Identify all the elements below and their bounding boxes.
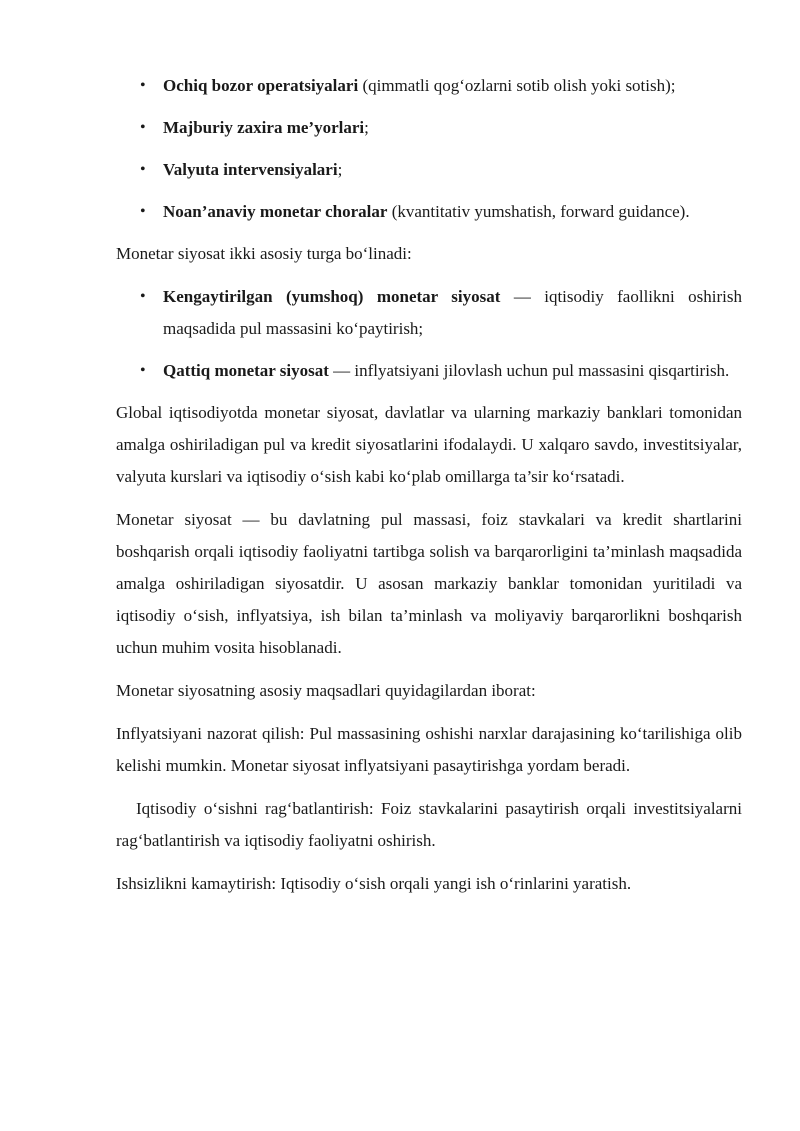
paragraph-types-intro: Monetar siyosat ikki asosiy turga bo‘linadi: <box>116 244 412 263</box>
list-item-text: (kvantitativ yumshatish, forward guidance). <box>387 202 690 221</box>
paragraph-definition: Monetar siyosat — bu davlatning pul massasi, foiz stavkalari va kredit shartlarini boshqarish orqali iqtisodiy faoliyatni tartibga solish va barqarorligini ta’minlash maqsadida amalga oshiriladigan siyosatdir. U asosan markaziy banklar tomonidan yuritiladi va iqtisodiy o‘sish, inflyatsiya, ish bilan ta’minlash va moliyaviy barqarorlikni boshqarish uchun muhim vosita hisoblanadi. <box>116 510 742 657</box>
list-item-text: ; <box>364 118 369 137</box>
list-item <box>116 196 742 228</box>
list-item-term: Noan’anaviy monetar choralar <box>163 202 388 221</box>
list-item <box>116 281 742 345</box>
list-item-text: (qimmatli qog‘ozlarni sotib olish yoki sotish); <box>358 76 676 95</box>
paragraph-unemployment: Ishsizlikni kamaytirish: Iqtisodiy o‘sish orqali yangi ish o‘rinlarini yaratish. <box>116 874 632 893</box>
list-item <box>116 70 742 102</box>
list-item-term: Qattiq monetar siyosat <box>163 361 329 380</box>
list-item-term: Valyuta intervensiyalari <box>163 160 338 179</box>
paragraph-goals-intro: Monetar siyosatning asosiy maqsadlari quyidagilardan iborat: <box>116 681 536 700</box>
policy-types-list <box>116 281 742 387</box>
paragraph-inflation: Inflyatsiyani nazorat qilish: Pul massasining oshishi narxlar darajasining ko‘tarilishiga olib kelishi mumkin. Monetar siyosat inflyatsiyani pasaytirishga yordam beradi. <box>116 724 742 775</box>
instruments-list <box>116 70 742 228</box>
list-item-term: Kengaytirilgan (yumshoq) monetar siyosat <box>163 287 501 306</box>
list-item <box>116 112 742 144</box>
list-item <box>116 355 742 387</box>
paragraph-growth: Iqtisodiy o‘sishni rag‘batlantirish: Foiz stavkalarini pasaytirish orqali investitsiyalarni rag‘batlantirish va iqtisodiy faoliyatni oshirish. <box>116 799 742 850</box>
list-item <box>116 154 742 186</box>
paragraph-global: Global iqtisodiyotda monetar siyosat, davlatlar va ularning markaziy banklari tomonidan amalga oshiriladigan pul va kredit siyosatlarini ifodalaydi. U xalqaro savdo, investitsiyalar, valyuta kurslari va iqtisodiy o‘sish kabi ko‘plab omillarga ta’sir ko‘rsatadi. <box>116 403 742 486</box>
list-item-text: — iqtisodiy faollikni oshirish maqsadida pul massasini ko‘paytirish; <box>163 287 742 338</box>
list-item-text: ; <box>337 160 343 179</box>
list-item-term: Ochiq bozor operatsiyalari <box>163 76 359 95</box>
list-item-term: Majburiy zaxira me’yorlari <box>163 118 365 137</box>
list-item-text: — inflyatsiyani jilovlash uchun pul massasini qisqartirish. <box>328 361 730 380</box>
